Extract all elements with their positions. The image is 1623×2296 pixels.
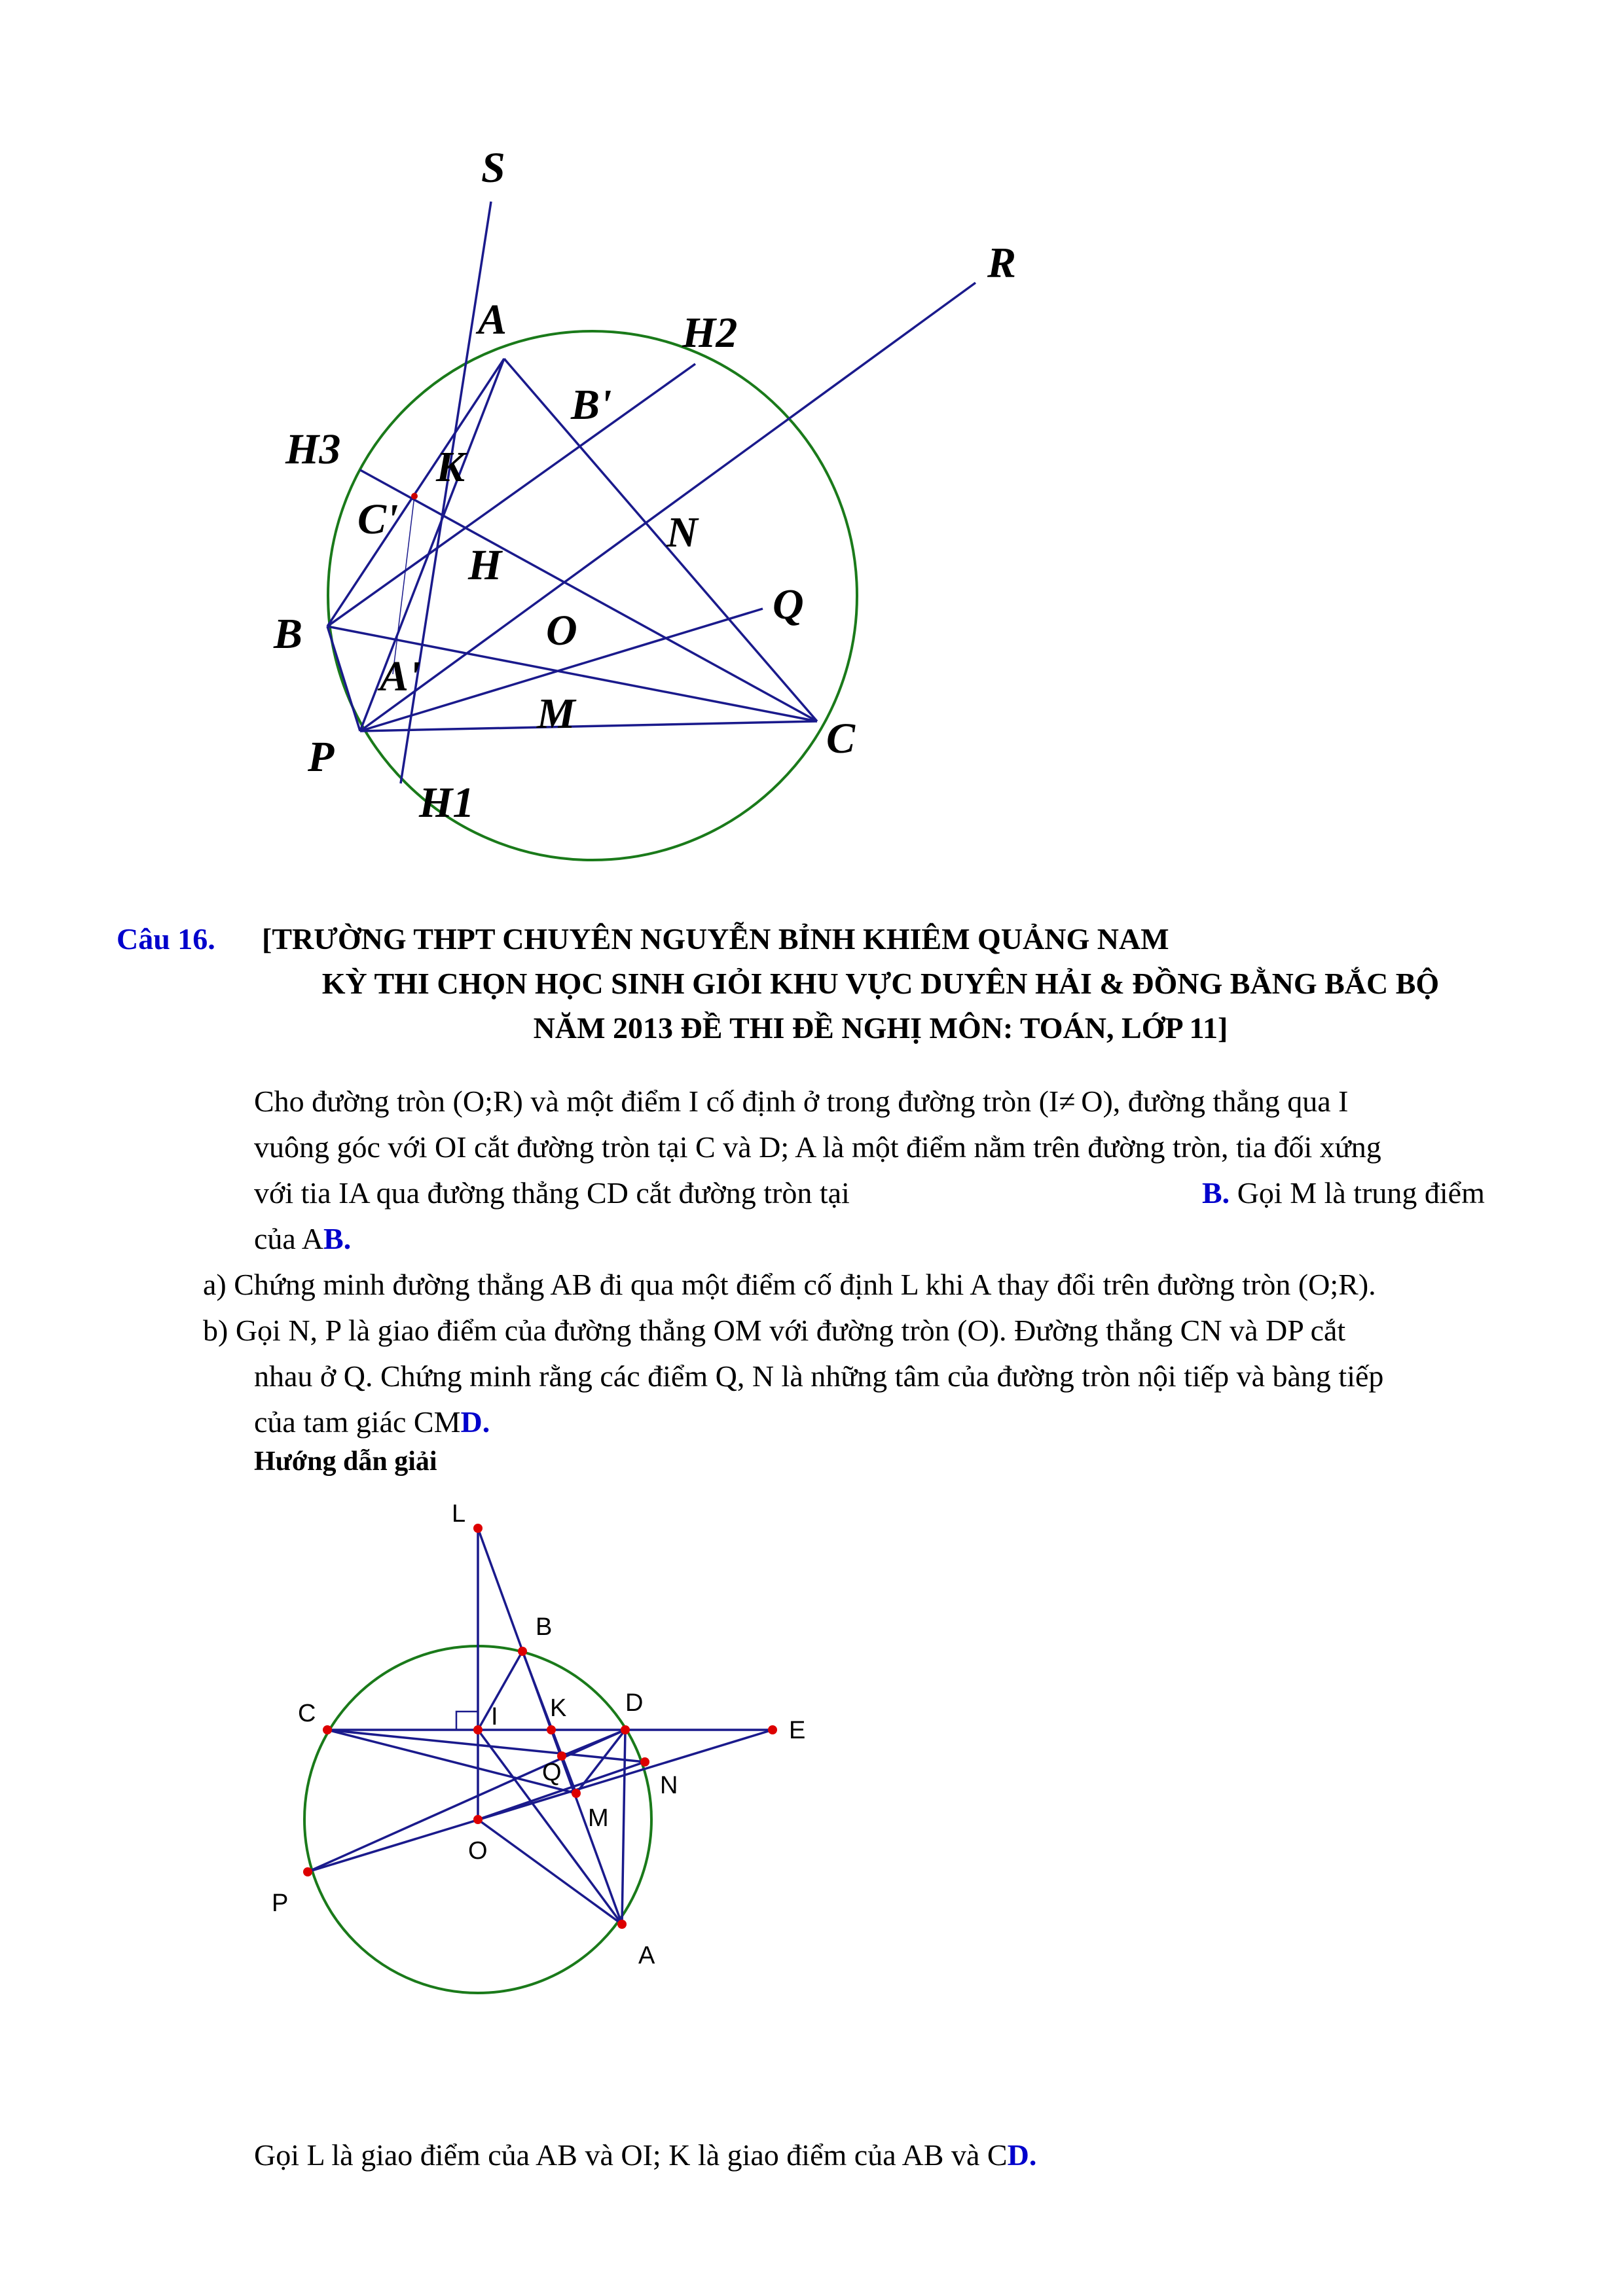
fig2-line-CN [327,1730,645,1762]
fig2-label-I: I [491,1703,498,1731]
fig1-line-PR [360,283,976,731]
fig2-label-N: N [660,1772,678,1799]
fig1-label-A: A [478,296,507,344]
question-number: Câu 16. [117,922,215,956]
problem-line-4-b: B. [323,1222,352,1255]
fig1-label-R: R [987,239,1017,287]
fig2-label-C: C [298,1700,316,1727]
fig1-label-P: P [308,733,335,781]
conclusion-line [254,2132,1036,2178]
fig2-label-D: D [625,1689,644,1717]
fig1-label-A-prime: A' [380,653,421,700]
fig2-point-K [547,1725,556,1734]
fig1-point-C-prime [411,493,418,499]
fig2-label-L: L [452,1500,466,1528]
fig1-label-M: M [537,690,575,738]
fig2-point-N [640,1757,649,1767]
not-equal-glyph-icon: ≠ [1059,1085,1076,1118]
fig1-line-AC [504,359,817,721]
conclusion-line-b: D. [1007,2138,1037,2172]
fig2-label-Q: Q [542,1759,562,1786]
fig1-line-PC [360,721,817,731]
fig1-label-B: B [274,610,303,658]
fig2-label-M: M [588,1804,609,1832]
question-heading-line-3: NĂM 2013 ĐỀ THI ĐỀ NGHỊ MÔN: TOÁN, LỚP 11] [533,1011,1228,1045]
question-heading-line-2: KỲ THI CHỌN HỌC SINH GIỎI KHU VỰC DUYÊN HẢI & ĐỒNG BẰNG BẮC BỘ [321,967,1440,1000]
fig1-label-O: O [546,607,577,655]
fig1-line-H3C [360,470,817,721]
fig1-label-H2: H2 [682,309,738,357]
fig1-label-C: C [826,715,856,762]
fig2-point-I [473,1725,483,1734]
part-a: a) Chứng minh đường thẳng AB đi qua một điểm cố định L khi A thay đổi trên đường tròn (O;R). [203,1268,1376,1301]
problem-line-3-b: B. [1202,1176,1230,1210]
fig2-point-B [518,1647,527,1656]
problem-line-2: vuông góc với OI cắt đường tròn tại C và D; A là một điểm nằm trên đường tròn, tia đối xứng [254,1130,1381,1164]
fig2-label-K: K [550,1695,567,1722]
problem-line-3 [254,1170,1518,1216]
fig2-point-C [323,1725,332,1734]
problem-line-3-c: Gọi M là trung điểm [1237,1176,1485,1210]
fig1-label-H: H [468,541,502,589]
figure-2-solution-diagram [0,1473,1623,2062]
fig2-point-A [617,1920,627,1929]
problem-line-4-a: của A [254,1222,324,1255]
fig2-line-CM [327,1730,576,1793]
part-b-line-3-b: D. [460,1405,490,1439]
fig1-label-K: K [436,443,465,491]
problem-line-4 [254,1216,351,1262]
fig1-label-B-prime: B' [571,381,612,429]
fig2-line-IB [478,1651,522,1730]
fig2-label-O: O [468,1837,488,1865]
fig1-label-Q: Q [773,581,804,628]
fig1-label-S: S [481,144,505,192]
fig2-point-P [303,1867,312,1876]
fig1-label-N: N [666,509,698,556]
fig2-label-B: B [536,1613,553,1641]
part-b-line-2: nhau ở Q. Chứng minh rằng các điểm Q, N là những tâm của đường tròn nội tiếp và bàng tiếp [254,1359,1384,1393]
fig2-point-M [572,1789,581,1798]
fig2-label-E: E [789,1717,806,1744]
fig2-point-O [473,1815,483,1824]
fig2-label-A: A [638,1942,655,1969]
fig2-line-OA [478,1820,622,1924]
fig2-point-L [473,1524,483,1533]
part-b-line-3-a: của tam giác CM [254,1405,461,1439]
fig1-label-H1: H1 [419,779,475,827]
question-heading-line-1: [TRƯỜNG THPT CHUYÊN NGUYỄN BỈNH KHIÊM QUẢNG NAM [262,922,1169,956]
figure-1-orthocenter-diagram [0,0,1623,916]
problem-line-1-a: Cho đường tròn (O;R) và một điểm I cố định ở trong đường tròn (I [254,1085,1059,1118]
fig1-label-H3: H3 [285,425,341,473]
fig2-label-P: P [272,1890,289,1917]
fig2-point-D [621,1725,630,1734]
solution-guide-heading: Hướng dẫn giải [254,1446,437,1477]
problem-line-1 [254,1079,1348,1124]
fig1-label-C-prime: C' [357,495,399,543]
problem-line-3-a: với tia IA qua đường thẳng CD cắt đường tròn tại [254,1176,850,1210]
problem-line-1-b: O), đường thẳng qua I [1081,1085,1349,1118]
conclusion-line-a: Gọi L là giao điểm của AB và OI; K là giao điểm của AB và C [254,2138,1008,2172]
fig1-line-PB [327,626,360,731]
part-b-line-1: b) Gọi N, P là giao điểm của đường thẳng OM với đường tròn (O). Đường thẳng CN và DP cắt [203,1314,1346,1347]
fig2-point-E [768,1725,777,1734]
